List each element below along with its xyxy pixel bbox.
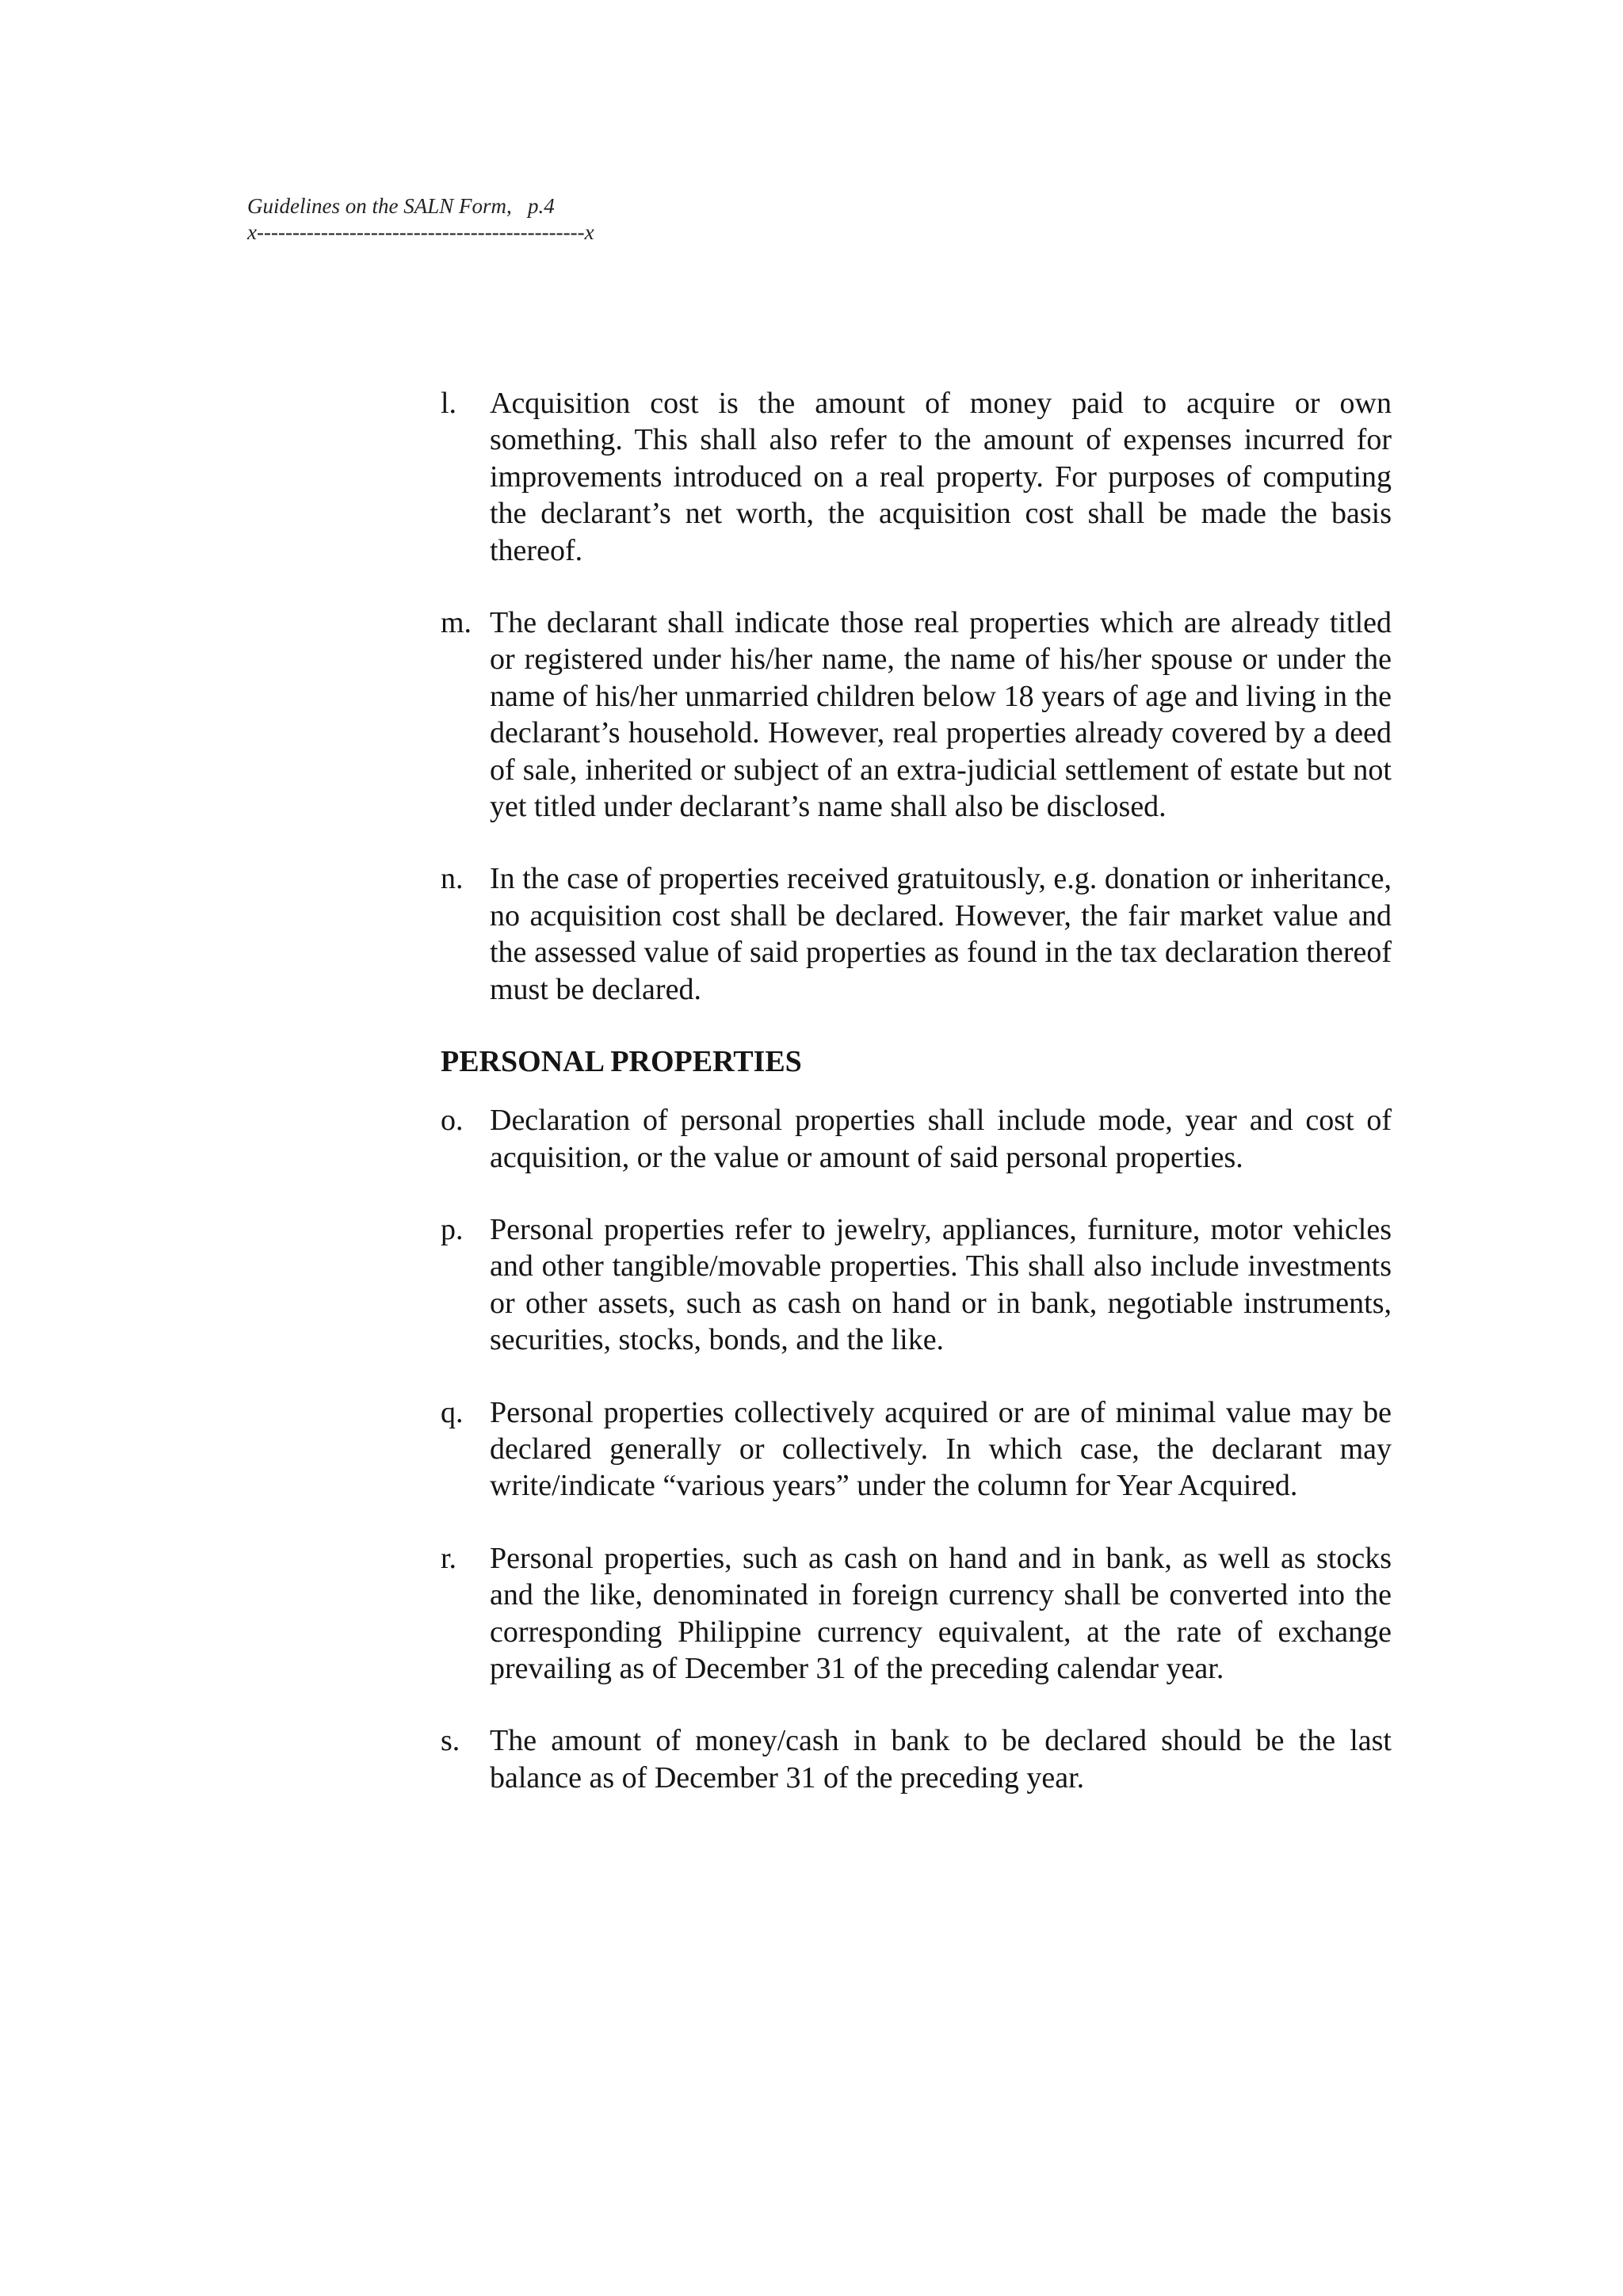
item-text: Personal properties refer to jewelry, appliances, furniture, motor vehicles and other tangible/movable properties. This shall also include investments or other assets, such as cash on hand or in bank, negotiable instruments, securities, stocks, bonds, and the like. — [490, 1212, 1392, 1357]
item-text: Declaration of personal properties shall include mode, year and cost of acquisition, or the value or amount of said personal properties. — [490, 1104, 1392, 1174]
list-item — [441, 1211, 1392, 1359]
page-header — [247, 192, 594, 244]
item-marker: r. — [441, 1541, 457, 1575]
item-text: In the case of properties received gratuitously, e.g. donation or inheritance, no acquisition cost shall be declared. However, the fair market value and the assessed value of said properties as found in the tax declaration thereof must be declared. — [490, 862, 1392, 1006]
list-item — [441, 1394, 1392, 1505]
item-marker: n. — [441, 862, 464, 896]
header-title: Guidelines on the SALN Form, p.4 — [247, 194, 555, 218]
list-item — [441, 1540, 1392, 1688]
item-marker: q. — [441, 1395, 464, 1429]
item-text: The amount of money/cash in bank to be declared should be the last balance as of December 31 of the preceding year. — [490, 1724, 1392, 1794]
header-rule: x----------------------------------------------x — [247, 220, 594, 244]
list-item — [441, 605, 1392, 825]
item-marker: s. — [441, 1724, 460, 1758]
section-heading: PERSONAL PROPERTIES — [441, 1045, 802, 1079]
item-text: The declarant shall indicate those real properties which are already titled or registered under his/her name, the name of his/her spouse or under the name of his/her unmarried children below 18 years of age and living in the declarant’s household. However, real properties already covered by a deed of sale, inherited or subject of an extra-judicial settlement of estate but not yet titled under declarant’s name shall also be disclosed. — [490, 606, 1392, 824]
item-text: Personal properties collectively acquired or are of minimal value may be declared generally or collectively. In which case, the declarant may write/indicate “various years” under the column for Year Acquired. — [490, 1395, 1392, 1503]
item-marker: m. — [441, 606, 472, 640]
list-item — [441, 1102, 1392, 1176]
document-body — [441, 385, 1392, 1796]
list-item — [441, 860, 1392, 1008]
item-marker: l. — [441, 387, 457, 420]
item-marker: o. — [441, 1104, 464, 1138]
list-item — [441, 1722, 1392, 1796]
item-text: Personal properties, such as cash on hand and in bank, as well as stocks and the like, denominated in foreign currency shall be converted into the corresponding Philippine currency equivalent, at the rate of exchange prevailing as of December 31 of the preceding calendar year. — [490, 1541, 1392, 1685]
item-marker: p. — [441, 1212, 464, 1246]
list-item — [441, 385, 1392, 569]
item-text: Acquisition cost is the amount of money paid to acquire or own something. This shall also refer to the amount of expenses incurred for improvements introduced on a real property. For purposes of computing the declarant’s net worth, the acquisition cost shall be made the basis thereof. — [490, 387, 1392, 567]
